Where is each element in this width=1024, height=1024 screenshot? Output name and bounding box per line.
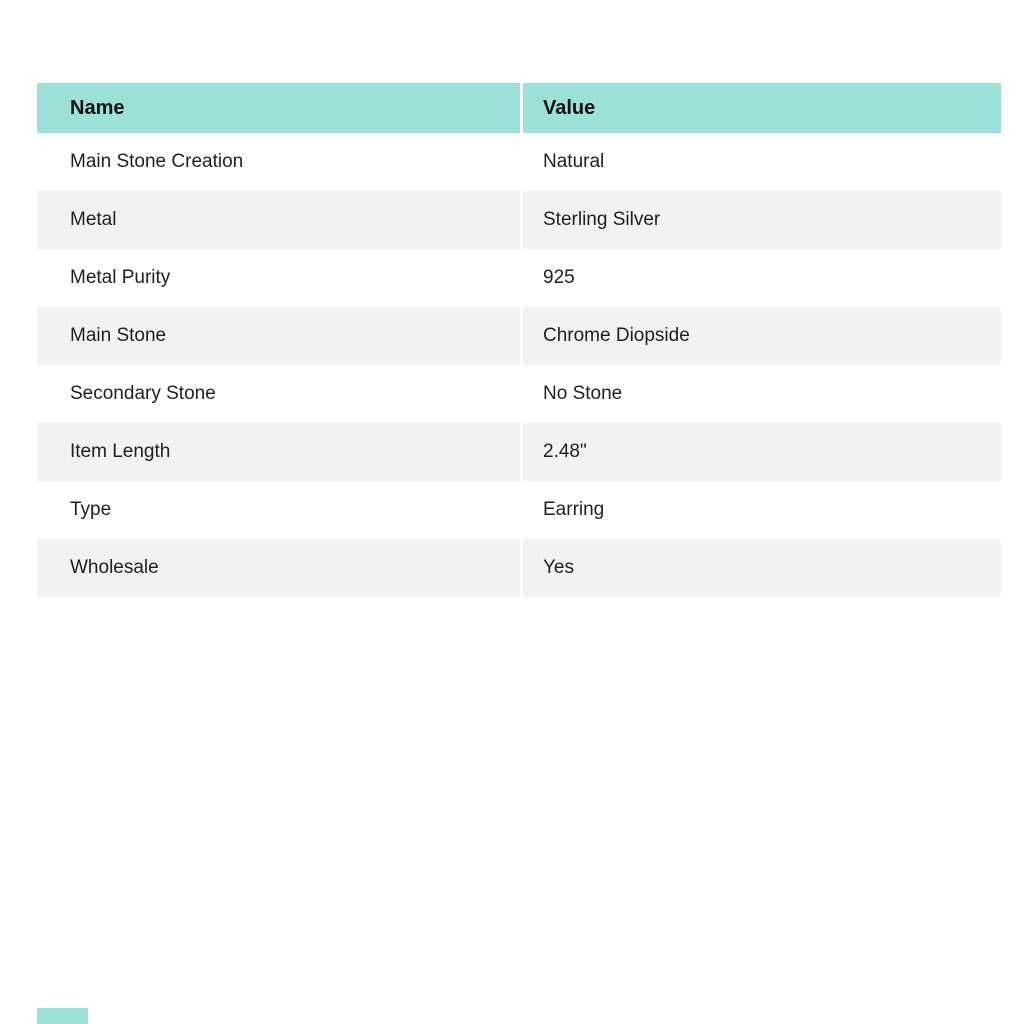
attribute-name-cell: Type <box>37 481 523 539</box>
attribute-name-cell: Main Stone Creation <box>37 133 523 191</box>
attribute-value-cell: 925 <box>523 249 1001 307</box>
table-row <box>37 249 1001 307</box>
table-row <box>37 539 1001 597</box>
attribute-name-cell: Metal <box>37 191 523 249</box>
attribute-name-cell: Wholesale <box>37 539 523 597</box>
attribute-value-cell: No Stone <box>523 365 1001 423</box>
table-body <box>37 133 1001 597</box>
attribute-name-cell: Metal Purity <box>37 249 523 307</box>
attribute-value-cell: Chrome Diopside <box>523 307 1001 365</box>
attribute-name-cell: Item Length <box>37 423 523 481</box>
table-row <box>37 133 1001 191</box>
attribute-value-cell: 2.48" <box>523 423 1001 481</box>
attribute-name-cell: Secondary Stone <box>37 365 523 423</box>
attribute-value-cell: Sterling Silver <box>523 191 1001 249</box>
table-row <box>37 365 1001 423</box>
column-header-name: Name <box>37 83 523 133</box>
table-row <box>37 481 1001 539</box>
product-spec-table <box>37 83 1001 597</box>
table-row <box>37 191 1001 249</box>
table-header <box>37 83 1001 133</box>
attribute-value-cell: Yes <box>523 539 1001 597</box>
table-header-row <box>37 83 1001 133</box>
table-row <box>37 423 1001 481</box>
table-row <box>37 307 1001 365</box>
next-table-header-partial <box>37 1008 88 1024</box>
attribute-value-cell: Natural <box>523 133 1001 191</box>
column-header-value: Value <box>523 83 1001 133</box>
attribute-value-cell: Earring <box>523 481 1001 539</box>
attribute-name-cell: Main Stone <box>37 307 523 365</box>
